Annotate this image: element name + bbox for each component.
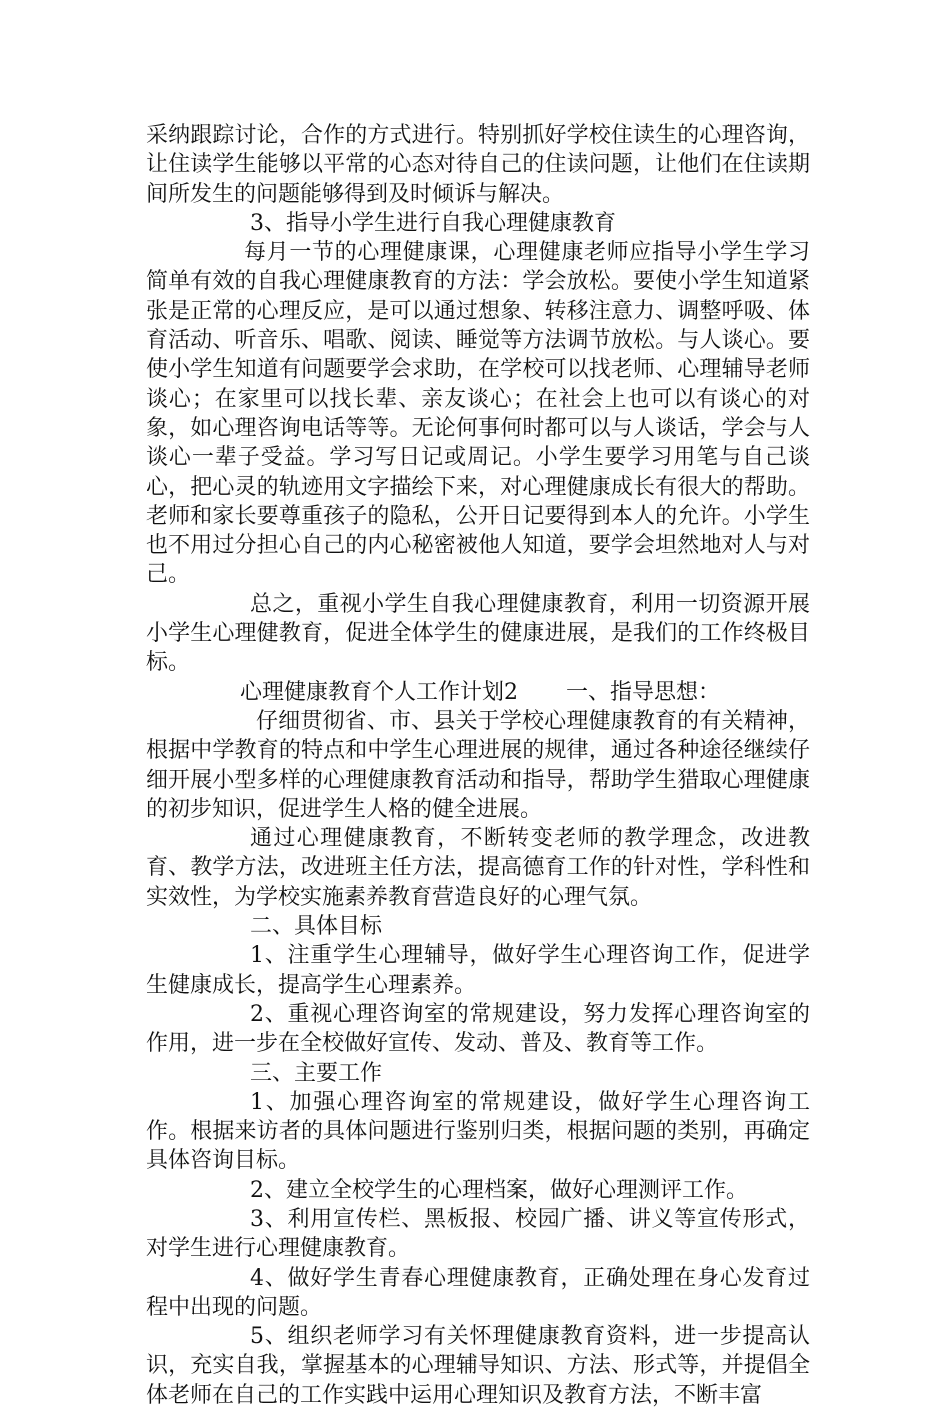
paragraph-teaching-concept: 通过心理健康教育，不断转变老师的教学理念，改进教育、教学方法，改进班主任方法，提高德育工作的针对性，学科性和实效性，为学校实施素养教育营造良好的心理气氛。 [146,826,810,910]
paragraph-self-education-methods: 每月一节的心理健康课，心理健康老师应指导小学生学习简单有效的自我心理健康教育的方法：学会放松。要使小学生知道紧张是正常的心理反应，是可以通过想象、转移注意力、调整呼吸、体育活动、听音乐、唱歌、阅读、睡觉等方法调节放松。与人谈心。要使小学生知道有问题要学会求助，在学校可以找老师、心理辅导老师谈心；在家里可以找长辈、亲友谈心；在社会上也可以有谈心的对象，如心理咨询电话等等。无论何事何时都可以与人谈话，学会与人谈心一辈子受益。学习写日记或周记。小学生要学习用笔与自己谈心，把心灵的轨迹用文字描绘下来，对心理健康成长有很大的帮助。老师和家长要尊重孩子的隐私，公开日记要得到本人的允许。小学生也不用过分担心自己的内心秘密被他人知道，要学会坦然地对人与对己。 [146,240,810,588]
heading-specific-goals: 二、具体目标 [250,914,383,940]
paragraph-work-3: 3、利用宣传栏、黑板报、校园广播、讲义等宣传形式，对学生进行心理健康教育。 [146,1206,810,1262]
paragraph-goal-1: 1、注重学生心理辅导，做好学生心理咨询工作，促进学生健康成长，提高学生心理素养。 [146,943,810,998]
plan-title: 心理健康教育个人工作计划2 [240,679,518,705]
document-body [146,121,810,1410]
plan-title-row [146,678,810,707]
paragraph-conclusion: 总之，重视小学生自我心理健康教育，利用一切资源开展小学生心理健教育，促进全体学生的健康进展，是我们的工作终极目标。 [146,591,810,676]
paragraph-goal-2: 2、重视心理咨询室的常规建设，努力发挥心理咨询室的作用，进一步在全校做好宣传、发动、普及、教育等工作。 [146,1001,810,1057]
paragraph-work-1: 1、加强心理咨询室的常规建设，做好学生心理咨询工作。根据来访者的具体问题进行鉴别归类，根据问题的类别，再确定具体咨询目标。 [146,1089,810,1174]
paragraph-boarding-students: 采纳跟踪讨论，合作的方式进行。特别抓好学校住读生的心理咨询，让住读学生能够以平常的心态对待自己的住读问题，让他们在住读期间所发生的问题能够得到及时倾诉与解决。 [146,123,810,207]
heading-guiding-thought: 一、指导思想： [566,679,721,705]
paragraph-guiding-thought: 仔细贯彻省、市、县关于学校心理健康教育的有关精神，根据中学教育的特点和中学生心理进展的规律，通过各种途径继续仔细开展小型多样的心理健康教育活动和指导，帮助学生猎取心理健康的初步知识，促进学生人格的健全进展。 [146,708,810,822]
paragraph-work-5: 5、组织老师学习有关怀理健康教育资料，进一步提高认识，充实自我，掌握基本的心理辅导知识、方法、形式等，并提倡全体老师在自己的工作实践中运用心理知识及教育方法，不断丰富 [146,1324,810,1408]
paragraph-work-4: 4、做好学生青春心理健康教育，正确处理在身心发育过程中出现的问题。 [146,1265,810,1320]
paragraph-work-2: 2、建立全校学生的心理档案，做好心理测评工作。 [250,1177,748,1203]
heading-self-mental-health: 3、指导小学生进行自我心理健康教育 [250,210,616,236]
heading-main-work: 三、主要工作 [250,1060,383,1086]
